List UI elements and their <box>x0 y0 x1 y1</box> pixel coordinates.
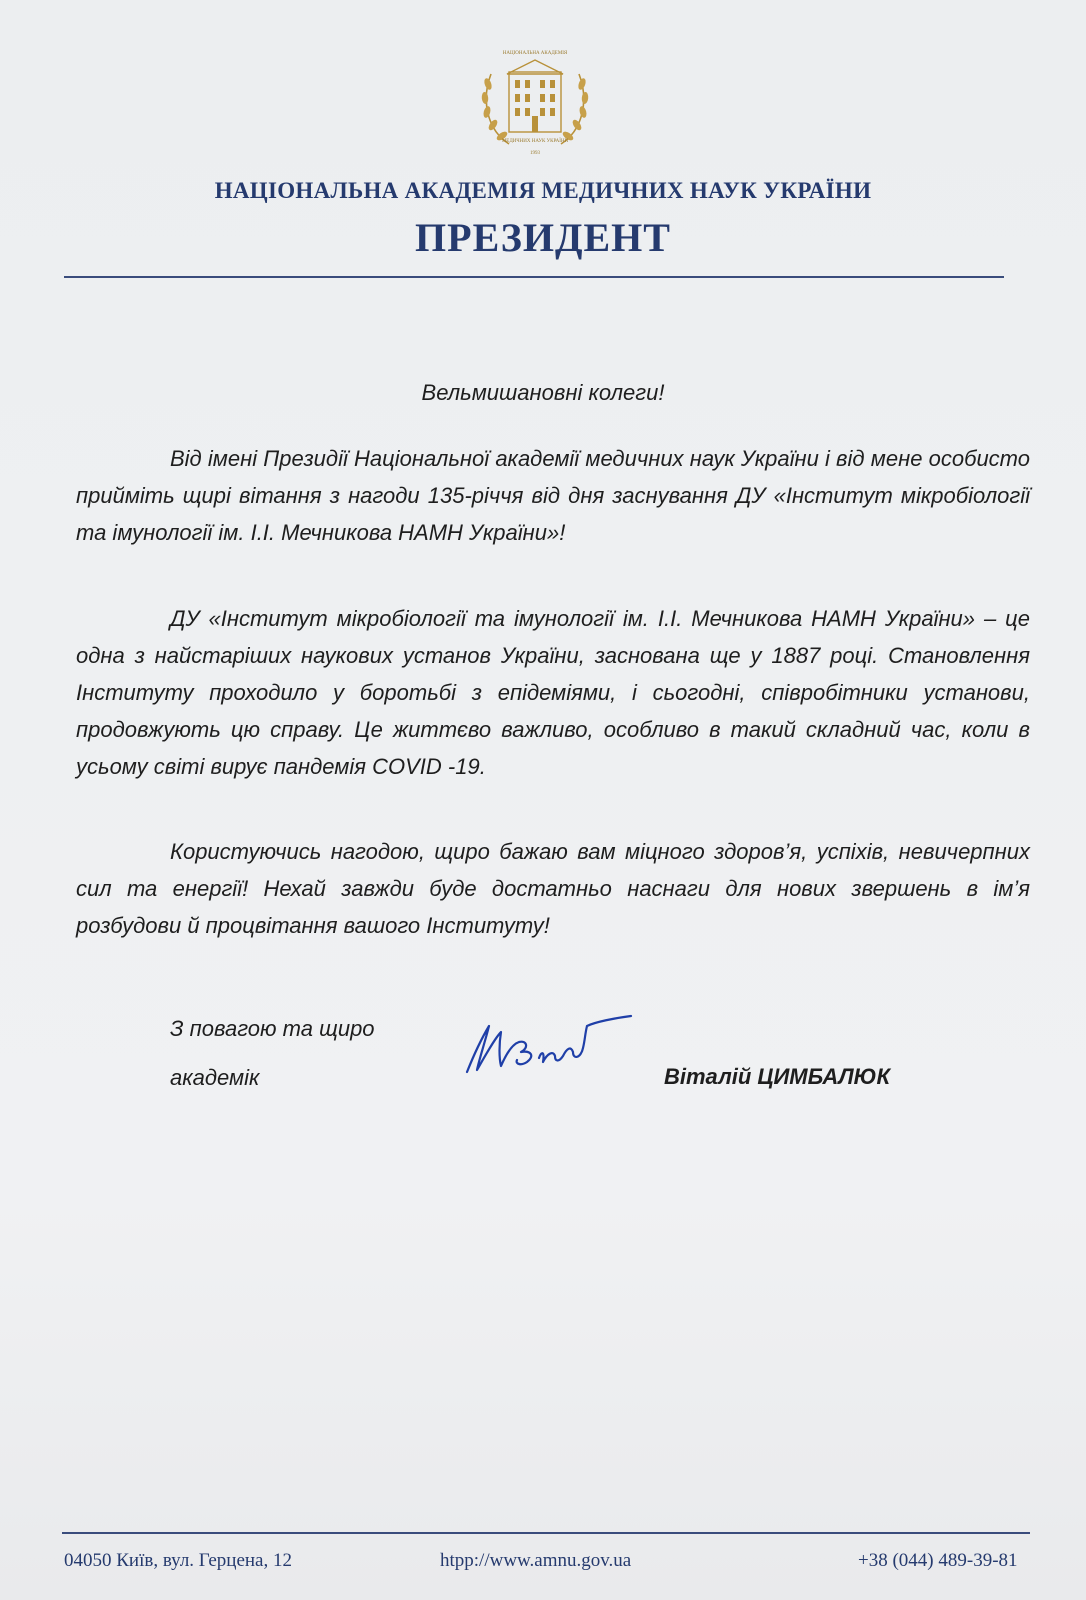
footer-divider <box>62 1532 1030 1534</box>
header-divider <box>64 276 1004 278</box>
letter-greeting: Вельмишановні колеги! <box>421 380 665 405</box>
footer-address: 04050 Київ, вул. Герцена, 12 <box>64 1550 292 1571</box>
academy-emblem-logo <box>479 44 591 162</box>
signer-name: Віталій ЦИМБАЛЮК <box>664 1064 891 1089</box>
letter-paragraph-3: Користуючись нагодою, щиро бажаю вам міцного здоров’я, успіхів, невичерпних сил та енергії! Нехай завжди буде достатньо наснаги для нових звершень в ім’я розбудови й процвітання вашого Інституту! <box>76 839 1030 938</box>
signer-title: академік <box>170 1065 260 1090</box>
position-title: ПРЕЗИДЕНТ <box>415 215 671 260</box>
letter-paragraph-2: ДУ «Інститут мікробіології та імунології ім. І.І. Мечникова НАМН України» – це одна з найстаріших наукових установ України, заснована ще у 1887 році. Становлення Інституту проходило у боротьбі з епідеміями, і сьогодні, співробітники установи, продовжують цю справу. Це життєво важливо, особливо в такий складний час, коли в усьому світі вирує пандемія COVID -19. <box>76 606 1030 779</box>
footer-website-link[interactable]: htpp://www.amnu.gov.ua <box>440 1550 632 1571</box>
closing-phrase: З повагою та щиро <box>170 1016 375 1041</box>
svg-text:НАЦІОНАЛЬНА АКАДЕМІЯ: НАЦІОНАЛЬНА АКАДЕМІЯ <box>502 51 568 56</box>
handwritten-signature <box>455 1012 635 1082</box>
footer-phone: +38 (044) 489-39-81 <box>858 1550 1018 1571</box>
letter-paragraph-1: Від імені Президії Національної академії медичних наук України і від мене особисто прийміть щирі вітання з нагоди 135-річчя від дня заснування ДУ «Інститут мікробіології та імунології ім. І.І. Мечникова НАМН України»! <box>76 446 1030 545</box>
svg-text:МЕДИЧНИХ НАУК УКРАЇНИ: МЕДИЧНИХ НАУК УКРАЇНИ <box>501 139 569 144</box>
svg-text:1993: 1993 <box>530 151 540 156</box>
organization-name: НАЦІОНАЛЬНА АКАДЕМІЯ МЕДИЧНИХ НАУК УКРАЇНИ <box>214 178 872 203</box>
